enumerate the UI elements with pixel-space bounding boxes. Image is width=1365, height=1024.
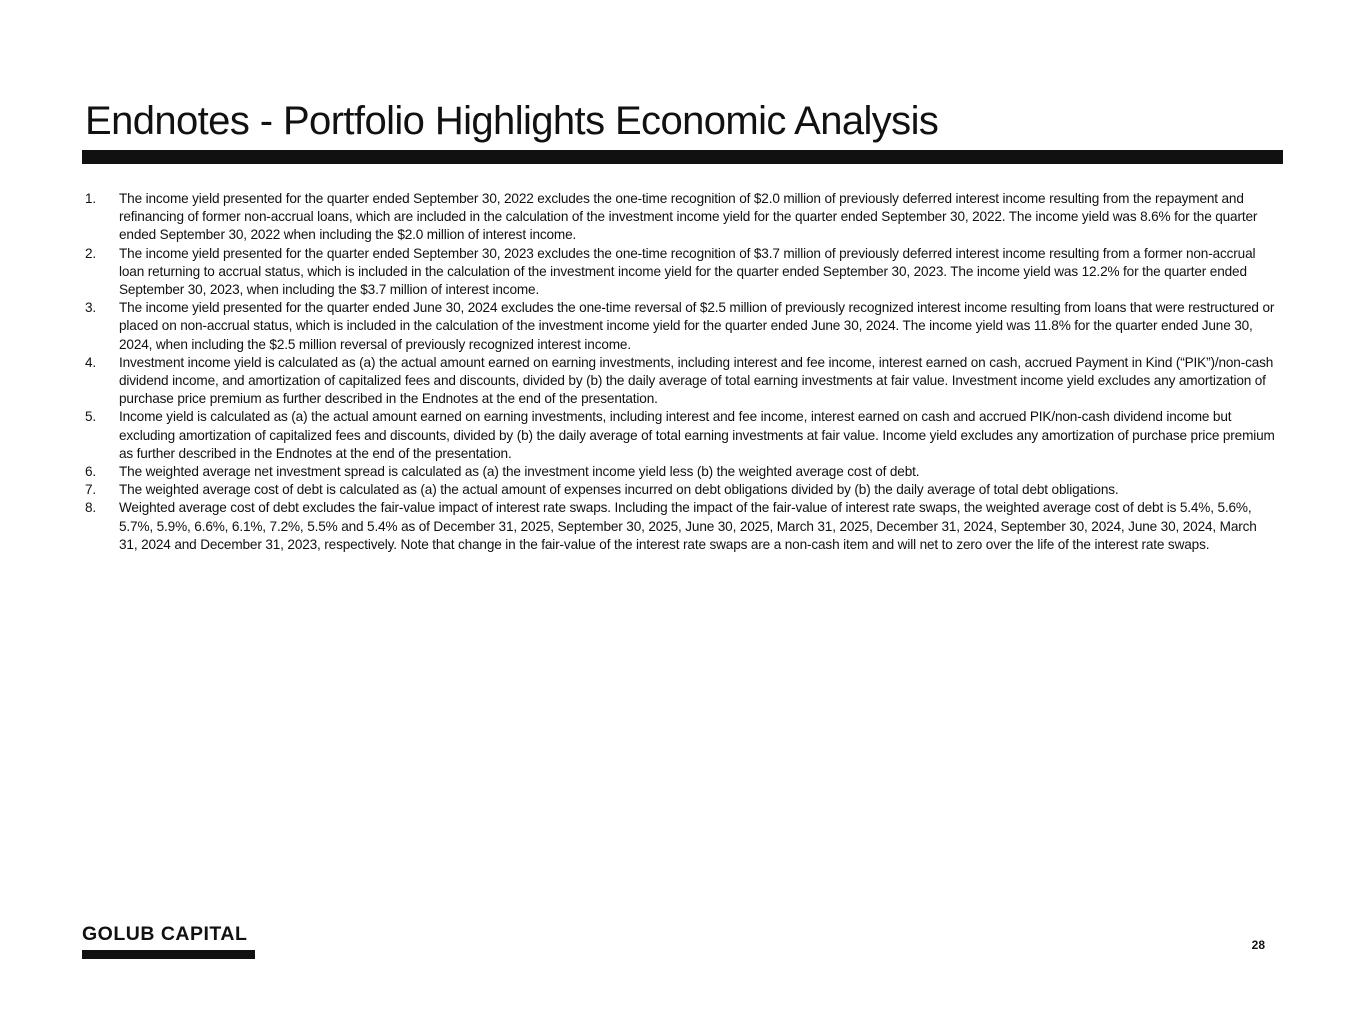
endnote-number: 2. [85,245,97,261]
page-title: Endnotes - Portfolio Highlights Economic Analysis [85,99,939,143]
endnote-item [85,408,1275,463]
endnote-text: The weighted average cost of debt is calculated as (a) the actual amount of expenses incurred on debt obligations divided by (b) the daily average of total debt obligations. [119,482,1119,498]
endnote-number: 7. [85,482,97,498]
endnote-text: Weighted average cost of debt excludes the fair-value impact of interest rate swaps. Including the impact of the fair-value of interest rate swaps, the weighted average cost of debt is 5.4%, 5.6%, 5.7%, 5.9%, 6.6%, 6.1%, 7.2%, 5.5% and 5.4% as of December 31, 2025, September 30, 2025, June 30, 2025, March 31, 2025, December 31, 2024, September 30, 2024, June 30, 2024, March 31, 2024 and December 31, 2023, respectively. Note that change in the fair-value of the interest rate swaps are a non-cash item and will net to zero over the life of the interest rate swaps. [119,500,1257,552]
endnote-item [85,299,1275,354]
endnote-number: 1. [85,191,97,206]
endnote-text: The income yield presented for the quarter ended September 30, 2023 excludes the one-time recognition of $3.7 million of previously deferred interest income resulting from a former non-accrual loan returning to accrual status, which is included in the calculation of the investment income yield for the quarter ended September 30, 2023. The income yield was 12.2% for the quarter ended September 30, 2023, when including the $3.7 million of interest income. [119,245,1256,298]
endnote-number: 8. [85,500,97,516]
endnote-text: Income yield is calculated as (a) the actual amount earned on earning investments, including interest and fee income, interest earned on cash and accrued PIK/non-cash dividend income but excluding amortization of capitalized fees and discounts, divided by (b) the daily average of total earning investments at fair value. Income yield excludes any amortization of purchase price premium as further described in the Endnotes at the end of the presentation. [119,409,1275,461]
brand-logo [82,922,255,946]
page-number: 28 [1251,938,1265,952]
endnote-item [85,245,1275,300]
title-underline-bar [82,150,1283,164]
endnote-number: 4. [85,354,97,370]
endnotes-list [85,190,1275,554]
endnote-item [85,481,1275,499]
endnote-item [85,499,1275,554]
endnote-number: 6. [85,464,97,480]
endnote-number: 3. [85,300,97,316]
brand-underline-bar [82,950,255,959]
endnote-text: Investment income yield is calculated as (a) the actual amount earned on earning investments, including interest and fee income, interest earned on cash, accrued Payment in Kind (“PIK”)/non-cash dividend income, and amortization of capitalized fees and discounts, divided by (b) the daily average of total earning investments at fair value. Investment income yield excludes any amortization of purchase price premium as further described in the Endnotes at the end of the presentation. [119,354,1274,407]
endnote-text: The weighted average net investment spread is calculated as (a) the investment income yield less (b) the weighted average cost of debt. [119,464,920,480]
endnote-text: The income yield presented for the quarter ended September 30, 2022 excludes the one-time recognition of $2.0 million of previously deferred interest income resulting from the repayment and refinancing of former non-accrual loans, which are included in the calculation of the investment income yield for the quarter ended September 30, 2022. The income yield was 8.6% for the quarter ended September 30, 2022 when including the $2.0 million of interest income. [119,191,1258,243]
endnote-text: The income yield presented for the quarter ended June 30, 2024 excludes the one-time reversal of $2.5 million of previously recognized interest income resulting from loans that were restructured or placed on non-accrual status, which is included in the calculation of the investment income yield for the quarter ended June 30, 2024. The income yield was 11.8% for the quarter ended June 30, 2024, when including the $2.5 million reversal of previously recognized interest income. [119,300,1275,352]
endnote-item [85,354,1275,409]
endnote-item [85,190,1275,245]
brand-name: GOLUB CAPITAL [82,923,248,945]
endnote-item [85,463,1275,481]
endnote-number: 5. [85,409,97,425]
